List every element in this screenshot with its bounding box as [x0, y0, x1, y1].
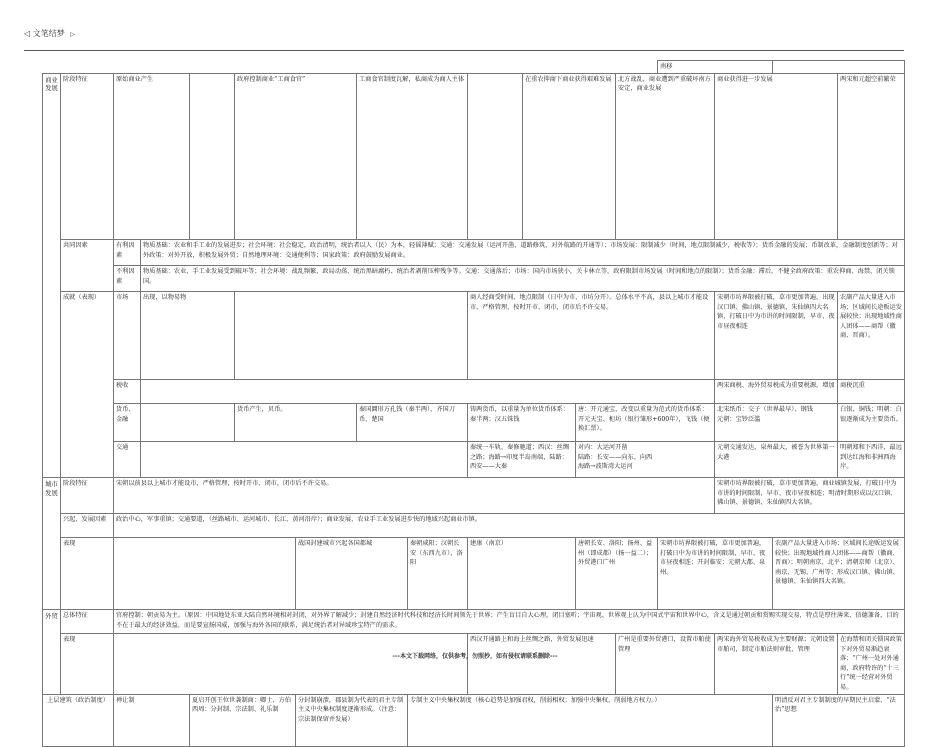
row-label-market: 市场 [114, 291, 141, 379]
trade-overall-text: 官府控制；朝贡易为主。（原因：中国地处东亚大陆自然环境相对封闭，对外界了解减少；封建自然经济时代科技和经济长时间领先于世界；产生盲目自大心理，闭目塞听；宇宙观、世界观上认为中国式宇宙和世界中心，含义是通过朝贡和赏赐实现交易，特点是厚往薄来、信德兼备，目的不在于最大的经济效益，而是要宣扬国威，加强与海外各国的联系，满足统治者对异域珍宝特产的需求。 [114, 609, 905, 633]
favorable-text: 物质基础：农业和手工业的发展进步；社会环境：社会稳定，政治清明，统治者以人（民）为本，轻徭薄赋；交通：交通发展（运河开凿、道路修筑，对外航路的开通等）；市场发展：限制减少（时间，地点限制减少，税收等）；货币金融的发展；币制改革，金融制度创新等；对外政策：对外开放，积极发展外贸；自然地理环境：交通便利等；国家政策：政府鼓励发展商业。 [141, 239, 905, 265]
section-city: 城市发展 [43, 477, 61, 609]
politics-enlightenment: 明清反对君主专制制度的早期民主启蒙、“法治”思想 [773, 694, 905, 746]
market-tang: 商人经商受时间、地点限制（日中为市、市坊分开）。总体水平不高，县以上城市才能设市，严格管理，按时开市、闭市，闭市后不许交易。 [468, 291, 715, 379]
politics-fengjian: 分封制崩溃，郡县制为代表的君主专制主义中央集权制度逐渐形成。（注意：宗法制保留并发展） [296, 694, 408, 746]
city-perf-jiankang: 建康（南京） [468, 537, 576, 609]
transport-song: 元朝交通发达，泉州最大，被誉为世界第一大港 [715, 441, 838, 477]
brand-logo [24, 28, 75, 39]
row-label-currency: 货币、金融 [114, 403, 141, 441]
politics-shanrang: 禅让制 [114, 694, 190, 746]
city-stage-right: 宋朝市坊界限被打破，草市更加普遍，商业城镇发展，打破日中为市讲的时间限制，早市、夜市昼夜相连；明清时期形成以汉口镇、佛山镇、景德镇、朱仙镇四大名镇。 [715, 477, 905, 513]
currency-tang: 唐：开元通宝，改变以重量为范式的货币体系：开元天宝、柜坊（银行雏形+600年），飞钱（便换汇票）。 [576, 403, 715, 441]
politics-centralization: 专制主义中央集权制度（核心趋势是加强君权，削弱相权；加强中央集权，削弱地方权力。） [408, 694, 773, 746]
stage-blank2 [468, 73, 523, 239]
section-trade: 外贸 [43, 609, 61, 694]
row-label-stage: 阶段特征 [61, 73, 114, 239]
history-commerce-table [42, 60, 905, 747]
politics-xia: 夏启开创王位世袭制商：卿士、方伯西周：分封制、宗法制、礼乐制 [190, 694, 296, 746]
trade-perf-tang: 广州是重要外贸港口，设置市舶使管理 [616, 633, 715, 694]
currency-qin: 铸两货币，以重量为单位货币体系：秦半两；汉五铢钱 [468, 403, 576, 441]
logo-mark-icon: ◁ [24, 29, 31, 38]
top-note: 南移 [658, 61, 773, 74]
currency-song: 北宋纸币：交子（世界最早）、钢钱 元朝：宝钞泛滥 [715, 403, 838, 441]
row-label-city-factors: 兴起、发展因素 [61, 513, 114, 537]
stage-song: 两宋和元超空前繁荣 [838, 73, 905, 239]
currency-blank [141, 403, 235, 441]
market-mingqing: 农副产品大量进入市场；区域间长途贩运发展较快；出现地域性商人团体——商帮（徽商、晋商）。 [838, 291, 905, 379]
tax-song: 两宋商税、海外贸易税成为重要税源，增加 [715, 379, 838, 403]
page-header [24, 24, 904, 51]
market-blank [235, 291, 468, 379]
market-song: 宋朝市坊界限被打破，草市更加普遍，出现汉口镇、佛山镇、景德镇、朱仙镇四大名镇，打破日中为市讲的时间限制，早市、夜市昼夜相连 [715, 291, 838, 379]
city-perf-qinhan: 秦朝咸阳；汉朝长安（东西九市）、洛阳 [408, 537, 468, 609]
city-stage-left: 宋朝以前县以上城市才能设市，严格管理，按时开市、闭市，闭市后不许交易。 [114, 477, 715, 513]
trade-perf-mingqing: 在海禁和闭关锁国政策下对外贸易渐趋衰落；“广州一处对外通商，政府特许的“十三行”统一经营对外贸易。 [838, 633, 905, 694]
currency-early: 货币产生，贝币。 [235, 403, 357, 441]
transport-mingqing: 明朝郑和下西洋，最远到达红海和非洲西海岸。 [838, 441, 905, 477]
stage-blank [190, 73, 235, 239]
logo-tail-icon: ▷ [70, 31, 75, 38]
city-perf-zhou: 战国封建城市兴起各国都城 [296, 537, 408, 609]
trade-perf-blank [114, 633, 468, 694]
unfavorable-text: 物质基础：农业、手工业发展受到破坏等；社会环境：战乱频繁、政局动荡、统治黑暗腐朽、统治者剥削压榨残争等。交通：交通落后；市场：国内市场狭小，关卡林立等，政府限制市场发展（时间和地点的限制）；货币金融：滞后，不健全政府政策：重农抑商、海禁、闭关锁国。 [141, 265, 905, 291]
row-label-city-stage: 阶段特征 [61, 477, 114, 513]
city-perf-tang: 唐朝长安、洛阳；扬州、益州（即成都）（扬一益二）；外贸港口广州 [576, 537, 658, 609]
row-label-city-perf: 表现 [61, 537, 114, 609]
stage-shang: 政府控制商业“工商食官” [235, 73, 357, 239]
transport-blank [141, 441, 468, 477]
row-label-trade-overall: 总体特征 [61, 609, 114, 633]
stage-wei: 北方战乱，商业遭到严重破坏南方安定，商业发展 [616, 73, 715, 239]
blank-cell [43, 61, 658, 74]
row-label-common: 共同因素 [61, 239, 114, 291]
row-label-favorable: 有利因素 [114, 239, 141, 265]
stage-qinhan: 在重农抑商下商业获得艰难发展 [523, 73, 616, 239]
section-commerce: 商业发展 [43, 73, 61, 477]
row-label-unfavorable: 不利因素 [114, 265, 141, 291]
stage-primitive: 原始商业产生 [114, 73, 190, 239]
stage-suitang: 商业获得进一步发展 [715, 73, 838, 239]
row-label-achievement: 成就（表现） [61, 291, 114, 477]
tax-mingqing: 商税沉重 [838, 379, 905, 403]
logo-text: 文笔结梦 [32, 29, 65, 38]
row-label-trade-perf: 表现 [61, 633, 114, 694]
blank-cell [773, 61, 905, 74]
market-early: 出现，以物易物 [141, 291, 235, 379]
trade-perf-han: 西汉开通路上和海上丝绸之路，外贸发展迅速 [468, 633, 616, 694]
section-politics: 上层建筑（政治制度） [43, 694, 114, 746]
city-perf-mingqing: 农副产品大量进入市场；区域间长途贩运发展较快；出现地域性商人团体——商帮（徽商、晋商）；明朝南京、北平；清朝京师（北京）、南京、无锡、广州等；形成汉口镇、佛山镇、景德镇、朱仙镇四大名镇。 [773, 537, 905, 609]
currency-mingqing: 白银、铜钱；明朝：白银逐渐成为主要货币。 [838, 403, 905, 441]
city-perf-blank [114, 537, 296, 609]
stage-spring: 工商食官制度瓦解，私商成为商人主体 [357, 73, 468, 239]
currency-qin-early: 秦国圜形方孔钱（秦半两），齐国刀币、楚国 [357, 403, 468, 441]
city-factors-text: 政治中心，军事重镇；交通要道，（丝路城市、运河城市、长江、黄河沿岸）；商业发展、农业手工业发展进步快的地域兴起商业市镇。 [114, 513, 905, 537]
row-label-transport: 交通 [114, 441, 141, 477]
page-footer: ---本文下载网络，仅供参考，勿照抄，如有侵权请联系删除--- [392, 653, 558, 660]
city-perf-song: 宋朝市坊界限被打破，草市更加普遍，打破日中为市讲的时间限制，早市、夜市昼夜相连；开封临安；元朝大都、泉州。 [658, 537, 773, 609]
transport-qinhan: 秦统一车轨、秦修驰道；西汉：丝绸之路；海路→印度半岛南端，陆路：西安——大秦 [468, 441, 576, 477]
transport-sui: 对内：大运河开凿 陆路：长安——向东、向西 海路→波斯湾大运河 [576, 441, 715, 477]
row-label-tax: 税收 [114, 379, 141, 403]
tax-blank [141, 379, 715, 403]
trade-perf-song: 两宋海外贸易税收成为主要财源；元朝设置市舶司，制定市舶法则审批、管理 [715, 633, 838, 694]
